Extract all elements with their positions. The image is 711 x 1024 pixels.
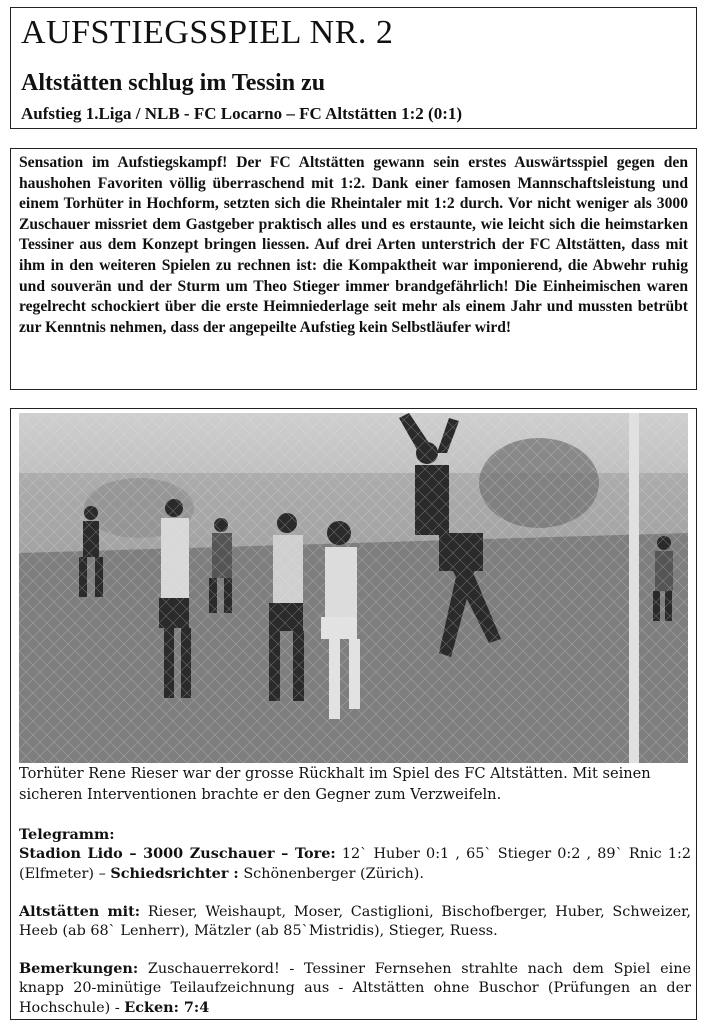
remarks-paragraph	[19, 959, 691, 1018]
lineup-text: Rieser, Weishaupt, Moser, Castiglioni, Bischofberger, Huber, Schweizer, Heeb (ab 68` Lenherr), Mätzler (ab 85`Mistridis), Stieger, Ruess.	[19, 904, 691, 939]
match-photo-image	[19, 413, 688, 763]
corners-label: Ecken: 7:4	[124, 999, 210, 1016]
photo-caption: Torhüter Rene Rieser war der grosse Rückhalt im Spiel des FC Altstätten. Mit seinen sicheren Interventionen brachte er den Gegner zum Verzweifeln.	[19, 765, 651, 803]
intro-text: Sensation im Aufstiegskampf! Der FC Altstätten gewann sein erstes Auswärtsspiel gegen den haushohen Favoriten völlig überraschend mit 1:2. Dank einer famosen Mannschaftsleistung und einem Torhüter in Hochform, setzten sich die Rheintaler mit 1:2 durch. Vor nicht weniger als 3000 Zuschauer missriet dem Gastgeber praktisch alles und es erstaunte, wie leicht sich die heimstarken Tessiner aus dem Konzept bringen liessen. Auf drei Arten unterstrich der FC Altstätten, dass mit ihm in den weiteren Spielen zu rechnen ist: die Kompaktheit war imponierend, die Abwehr ruhig und souverän und der Sturm um Theo Stieger immer brandgefährlich! Die Einheimischen waren regelrecht schockiert über die erste Heimniederlage seit mehr als einem Jahr und mussten betrübt zur Kenntnis nehmen, dass der angepeilte Aufstieg kein Selbstläufer wird!	[19, 154, 688, 336]
referee-text: Schönenberger (Zürich).	[238, 866, 424, 882]
header-box	[10, 7, 697, 129]
lineup-paragraph	[19, 902, 691, 941]
telegram-section	[19, 825, 691, 1018]
match-photo	[19, 413, 688, 763]
intro-box	[10, 148, 697, 390]
article-box	[10, 408, 697, 1020]
referee-label: Schiedsrichter :	[110, 865, 239, 882]
match-line: Aufstieg 1.Liga / NLB - FC Locarno – FC Altstätten 1:2 (0:1)	[21, 104, 463, 123]
goals-text: 12` Huber 0:1 , 65` Stieger 0:2 , 89` Rnic 1:2 (Elfmeter) –	[19, 846, 691, 882]
remarks-label: Bemerkungen:	[19, 960, 139, 977]
stadium-label: Stadion Lido – 3000 Zuschauer – Tore:	[19, 845, 336, 862]
remarks-text: Zuschauerrekord! - Tessiner Fernsehen strahlte nach dem Spiel eine knapp 20-minütige Teilaufzeichnung aus - Altstätten ohne Buschor (Prüfungen an der Hochschule) -	[19, 961, 691, 1016]
telegram-facts	[19, 844, 691, 884]
page-title: AUFSTIEGSSPIEL NR. 2	[21, 14, 394, 51]
article-subtitle: Altstätten schlug im Tessin zu	[21, 70, 326, 96]
telegram-heading: Telegramm:	[19, 826, 115, 843]
lineup-label: Altstätten mit:	[19, 903, 141, 920]
